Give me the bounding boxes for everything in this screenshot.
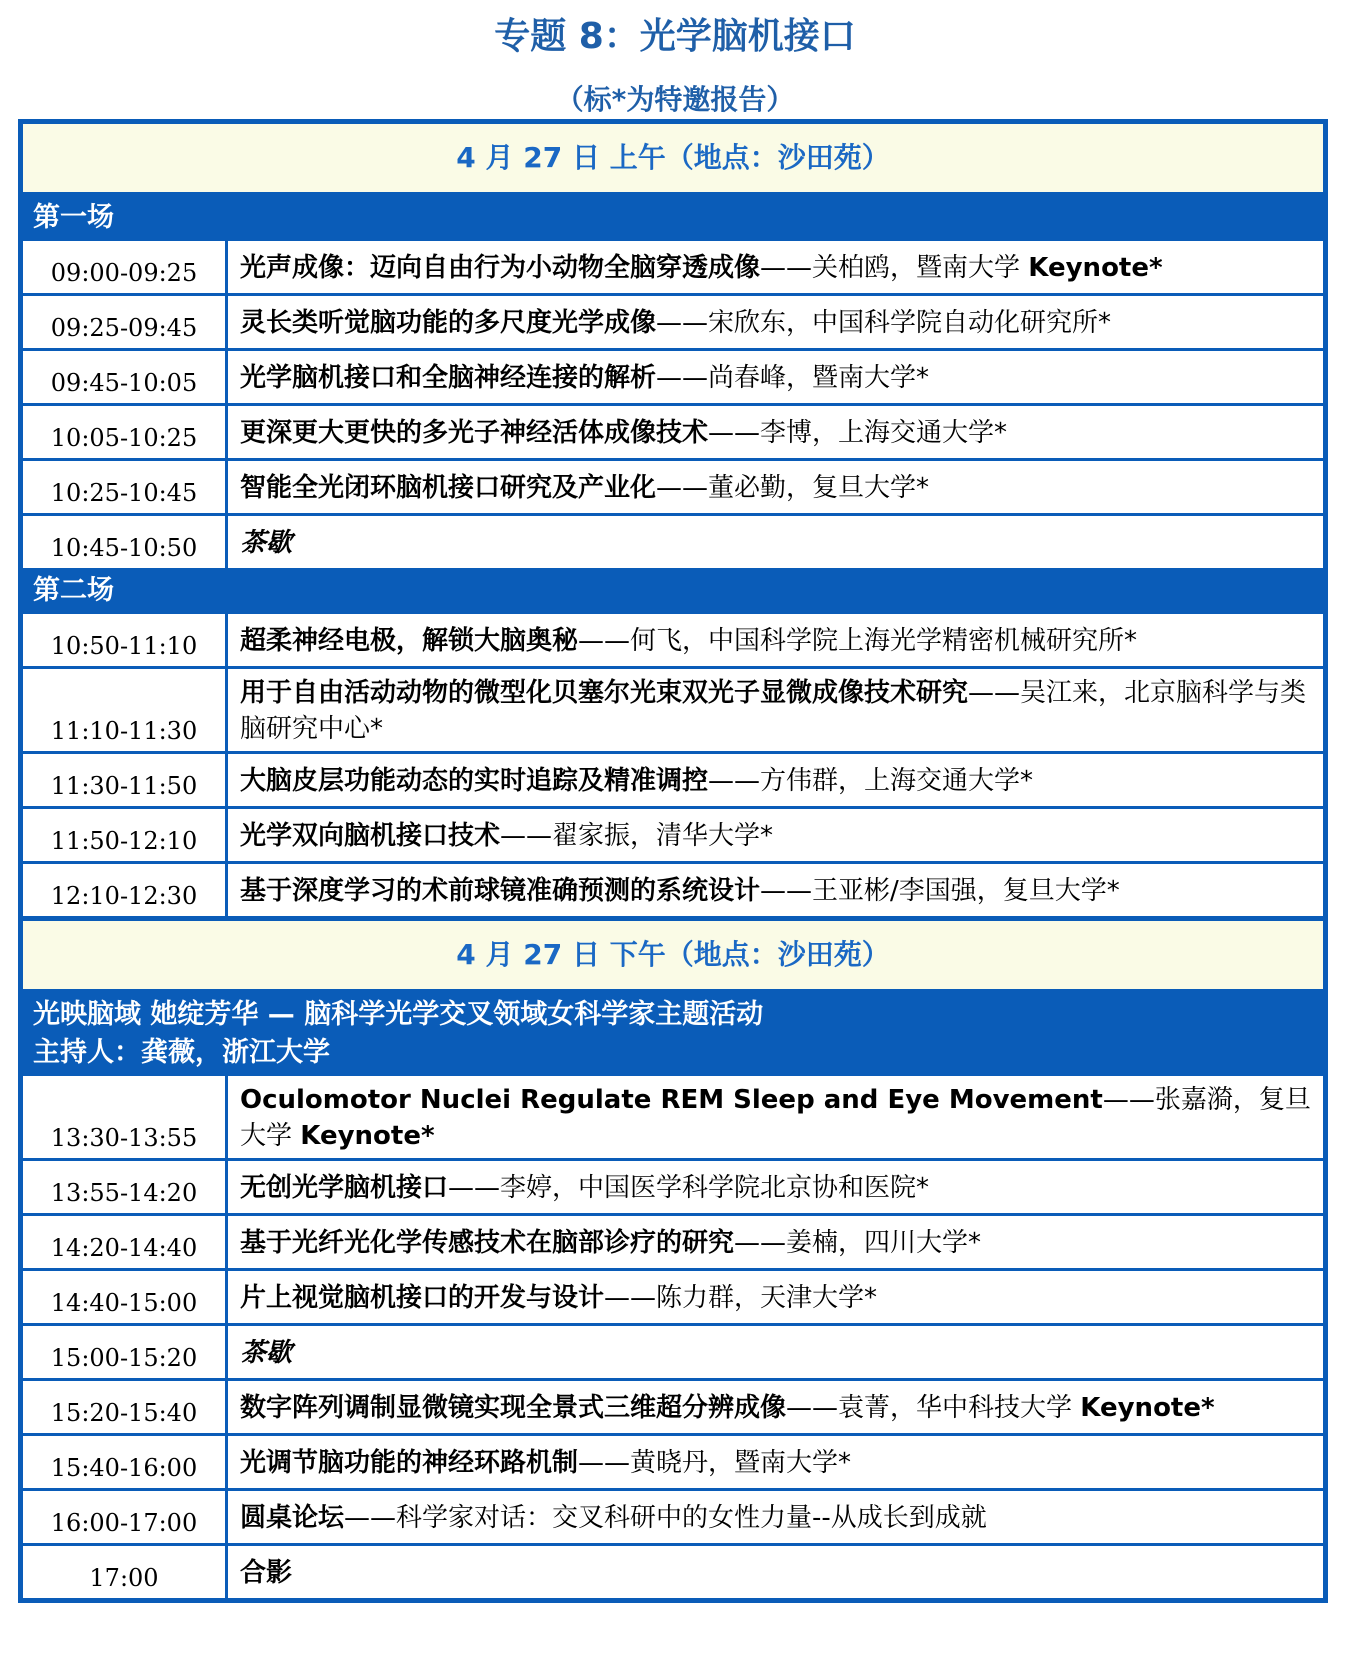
session-header [23, 568, 1323, 614]
keynote-tag: Keynote* [1028, 253, 1163, 283]
time-cell: 10:50-11:10 [23, 614, 228, 666]
table-row [23, 348, 1323, 403]
talk-text [240, 1082, 1313, 1154]
talk-cell [228, 1161, 1323, 1213]
talk-text [240, 675, 1313, 747]
talk-title: 大脑皮层功能动态的实时追踪及精准调控 [240, 766, 709, 796]
time-cell: 15:20-15:40 [23, 1381, 228, 1433]
talk-text [240, 360, 929, 396]
talk-text [240, 250, 1163, 286]
talk-text [240, 1170, 929, 1206]
table-row [23, 751, 1323, 806]
schedule-table [18, 119, 1328, 1603]
talk-cell [228, 1271, 1323, 1323]
talk-speaker: ——李博，上海交通大学* [708, 418, 1008, 448]
talk-cell [228, 461, 1323, 513]
talk-text [240, 1445, 851, 1481]
talk-text [240, 1280, 877, 1316]
talk-cell [228, 614, 1323, 666]
talk-title: 用于自由活动动物的微型化贝塞尔光束双光子显微成像技术研究 [240, 678, 969, 708]
talk-text [240, 1500, 987, 1536]
break-label: 茶歇 [240, 528, 293, 558]
table-row [23, 1213, 1323, 1268]
talk-cell [228, 241, 1323, 293]
time-cell: 11:50-12:10 [23, 809, 228, 861]
talk-title: 基于光纤光化学传感技术在脑部诊疗的研究 [240, 1228, 735, 1258]
talk-cell [228, 1216, 1323, 1268]
talk-title: 合影 [240, 1558, 293, 1588]
table-row [23, 1488, 1323, 1543]
talk-speaker: ——翟家振，清华大学* [500, 821, 774, 851]
talk-text [240, 415, 1007, 451]
table-row [23, 1158, 1323, 1213]
talk-cell [228, 754, 1323, 806]
time-cell: 09:25-09:45 [23, 296, 228, 348]
talk-cell [228, 351, 1323, 403]
talk-title: 智能全光闭环脑机接口研究及产业化 [240, 473, 657, 503]
talk-speaker: ——关柏鸥，暨南大学 [760, 253, 1029, 283]
table-row [23, 403, 1323, 458]
session-name: 第二场 [33, 575, 114, 606]
date-header: 4 月 27 日 下午（地点：沙田苑） [23, 916, 1323, 992]
talk-cell [228, 1326, 1323, 1378]
talk-cell [228, 406, 1323, 458]
table-row [23, 1076, 1323, 1158]
talk-text [240, 873, 1120, 909]
talk-cell [228, 1491, 1323, 1543]
talk-title: 光学双向脑机接口技术 [240, 821, 501, 851]
table-row [23, 861, 1323, 916]
time-cell: 15:00-15:20 [23, 1326, 228, 1378]
session-header [23, 992, 1323, 1076]
talk-cell [228, 864, 1323, 916]
talk-speaker: ——姜楠，四川大学* [734, 1228, 982, 1258]
keynote-tag: Keynote* [1080, 1393, 1215, 1423]
talk-speaker: ——黄晓丹，暨南大学* [578, 1448, 852, 1478]
table-row [23, 1323, 1323, 1378]
time-cell: 16:00-17:00 [23, 1491, 228, 1543]
talk-speaker: ——王亚彬/李国强，复旦大学* [760, 876, 1120, 906]
talk-title: 无创光学脑机接口 [240, 1173, 449, 1203]
talk-speaker: ——董必勤，复旦大学* [656, 473, 930, 503]
talk-text [240, 1390, 1215, 1426]
time-cell: 13:30-13:55 [23, 1076, 228, 1158]
session-name: 第一场 [33, 202, 114, 233]
talk-cell [228, 1381, 1323, 1433]
time-cell: 14:20-14:40 [23, 1216, 228, 1268]
talk-cell [228, 1076, 1323, 1158]
talk-title: Oculomotor Nuclei Regulate REM Sleep and Eye Movement [240, 1085, 1103, 1115]
talk-cell [228, 1546, 1323, 1598]
talk-speaker: ——科学家对话：交叉科研中的女性力量--从成长到成就 [344, 1503, 987, 1533]
talk-title: 灵长类听觉脑功能的多尺度光学成像 [240, 308, 657, 338]
talk-title: 圆桌论坛 [240, 1503, 345, 1533]
table-row [23, 614, 1323, 666]
talk-speaker: ——袁菁，华中科技大学 [786, 1393, 1081, 1423]
table-row [23, 513, 1323, 568]
table-row [23, 1378, 1323, 1433]
talk-speaker: ——宋欣东，中国科学院自动化研究所* [656, 308, 1112, 338]
time-cell: 13:55-14:20 [23, 1161, 228, 1213]
talk-cell [228, 809, 1323, 861]
talk-title: 更深更大更快的多光子神经活体成像技术 [240, 418, 709, 448]
talk-speaker: ——吴江来，北京脑科学与类脑研究中心* [240, 678, 1307, 744]
talk-title: 超柔神经电极，解锁大脑奥秘 [240, 626, 579, 656]
break-label: 茶歇 [240, 1338, 293, 1368]
session-host: 主持人：龚薇，浙江大学 [33, 1037, 330, 1068]
time-cell: 10:45-10:50 [23, 516, 228, 568]
time-cell: 12:10-12:30 [23, 864, 228, 916]
talk-speaker: ——尚春峰，暨南大学* [656, 363, 930, 393]
table-row [23, 1543, 1323, 1598]
talk-title: 光声成像：迈向自由行为小动物全脑穿透成像 [240, 253, 761, 283]
talk-cell [228, 296, 1323, 348]
talk-cell [228, 1436, 1323, 1488]
page-subtitle: （标*为特邀报告） [555, 83, 795, 116]
talk-text [240, 1225, 981, 1261]
talk-title: 光学脑机接口和全脑神经连接的解析 [240, 363, 657, 393]
time-cell: 14:40-15:00 [23, 1271, 228, 1323]
session-name: 光映脑域 她绽芳华 — 脑科学光学交叉领域女科学家主题活动 [33, 999, 764, 1030]
talk-text [240, 1335, 292, 1371]
talk-text [240, 525, 292, 561]
talk-text [240, 1555, 292, 1591]
talk-text [240, 818, 773, 854]
date-header: 4 月 27 日 上午（地点：沙田苑） [23, 124, 1323, 195]
time-cell: 10:05-10:25 [23, 406, 228, 458]
session-header [23, 195, 1323, 241]
table-row [23, 806, 1323, 861]
talk-speaker: ——何飞，中国科学院上海光学精密机械研究所* [578, 626, 1138, 656]
talk-title: 基于深度学习的术前球镜准确预测的系统设计 [240, 876, 761, 906]
talk-text [240, 623, 1137, 659]
keynote-tag: Keynote* [300, 1121, 435, 1151]
time-cell: 11:30-11:50 [23, 754, 228, 806]
table-row [23, 293, 1323, 348]
table-row [23, 666, 1323, 751]
talk-speaker: ——张嘉漪，复旦大学 [240, 1085, 1311, 1151]
page-title: 专题 8：光学脑机接口 [494, 16, 856, 57]
talk-speaker: ——李婷，中国医学科学院北京协和医院* [448, 1173, 930, 1203]
time-cell: 17:00 [23, 1546, 228, 1598]
talk-title: 光调节脑功能的神经环路机制 [240, 1448, 579, 1478]
talk-title: 片上视觉脑机接口的开发与设计 [240, 1283, 605, 1313]
talk-text [240, 763, 1033, 799]
time-cell: 09:45-10:05 [23, 351, 228, 403]
talk-cell [228, 669, 1323, 751]
talk-cell [228, 516, 1323, 568]
talk-text [240, 470, 929, 506]
table-row [23, 1433, 1323, 1488]
talk-speaker: ——方伟群，上海交通大学* [708, 766, 1034, 796]
table-row [23, 458, 1323, 513]
table-row [23, 241, 1323, 293]
time-cell: 15:40-16:00 [23, 1436, 228, 1488]
time-cell: 11:10-11:30 [23, 669, 228, 751]
talk-text [240, 305, 1111, 341]
talk-title: 数字阵列调制显微镜实现全景式三维超分辨成像 [240, 1393, 787, 1423]
time-cell: 10:25-10:45 [23, 461, 228, 513]
talk-speaker: ——陈力群，天津大学* [604, 1283, 878, 1313]
time-cell: 09:00-09:25 [23, 241, 228, 293]
table-row [23, 1268, 1323, 1323]
